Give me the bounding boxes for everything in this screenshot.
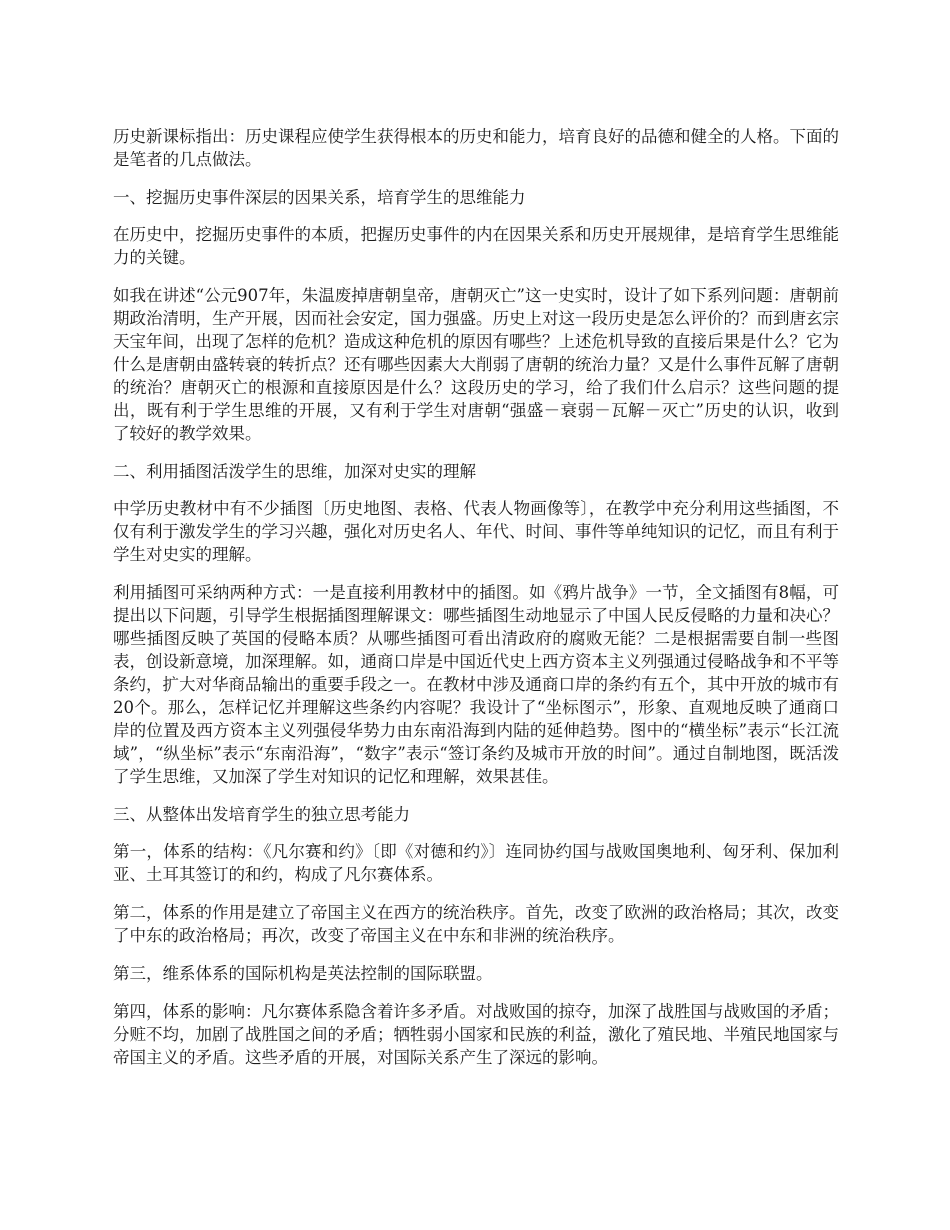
section-3-paragraph-2: 第二，体系的作用是建立了帝国主义在西方的统治秩序。首先，改变了欧洲的政治格局；其次，改变了中东的政治格局；再次，改变了帝国主义在中东和非洲的统治秩序。 <box>113 903 839 945</box>
section-2-paragraph-1: 中学历史教材中有不少插图〔历史地图、表格、代表人物画像等〕，在教学中充分利用这些插图，不仅有利于激发学生的学习兴趣，强化对历史名人、年代、时间、事件等单纯知识的记忆，而且有利于学生对史实的理解。 <box>113 499 839 564</box>
section-3-paragraph-1: 第一，体系的结构：《凡尔赛和约》〔即《对德和约》〕连同协约国与战败国奥地利、匈牙利、保加利亚、土耳其签订的和约，构成了凡尔赛体系。 <box>113 842 839 884</box>
section-heading-1: 一、挖掘历史事件深层的因果关系，培育学生的思维能力 <box>113 188 526 207</box>
document-body <box>113 125 839 1084</box>
section-1-paragraph-1: 在历史中，挖掘历史事件的本质，把握历史事件的内在因果关系和历史开展规律，是培育学生思维能力的关键。 <box>113 225 839 267</box>
section-heading-3: 三、从整体出发培育学生的独立思考能力 <box>113 805 410 824</box>
section-3-paragraph-4: 第四，体系的影响：凡尔赛体系隐含着许多矛盾。对战败国的掠夺，加深了战胜国与战败国的矛盾；分赃不均，加剧了战胜国之间的矛盾；牺牲弱小国家和民族的利益，激化了殖民地、半殖民地国家与帝国主义的矛盾。这些矛盾的开展，对国际关系产生了深远的影响。 <box>113 1002 839 1067</box>
section-3-paragraph-3: 第三，维系体系的国际机构是英法控制的国际联盟。 <box>113 964 493 983</box>
section-heading-2: 二、利用插图活泼学生的思维，加深对史实的理解 <box>113 462 476 481</box>
section-1-paragraph-2: 如我在讲述“公元907年，朱温废掉唐朝皇帝，唐朝灭亡”这一史实时，设计了如下系列问题：唐朝前期政治清明，生产开展，因而社会安定，国力强盛。历史上对这一段历史是怎么评价的？而到唐玄宗天宝年间，出现了怎样的危机？造成这种危机的原因有哪些？上述危机导致的直接后果是什么？它为什么是唐朝由盛转衰的转折点？还有哪些因素大大削弱了唐朝的统治力量？又是什么事件瓦解了唐朝的统治？唐朝灭亡的根源和直接原因是什么？这段历史的学习，给了我们什么启示？这些问题的提出，既有利于学生思维的开展，又有利于学生对唐朝“强盛－衰弱－瓦解－灭亡”历史的认识，收到了较好的教学效果。 <box>113 286 839 443</box>
section-2-paragraph-2: 利用插图可采纳两种方式：一是直接利用教材中的插图。如《鸦片战争》一节，全文插图有8幅，可提出以下问题，引导学生根据插图理解课文：哪些插图生动地显示了中国人民反侵略的力量和决心？哪些插图反映了英国的侵略本质？从哪些插图可看出清政府的腐败无能？二是根据需要自制一些图表，创设新意境，加深理解。如，通商口岸是中国近代史上西方资本主义列强通过侵略战争和不平等条约，扩大对华商品输出的重要手段之一。在教材中涉及通商口岸的条约有五个，其中开放的城市有20个。那么，怎样记忆并理解这些条约内容呢？我设计了“坐标图示”，形象、直观地反映了通商口岸的位置及西方资本主义列强侵华势力由东南沿海到内陆的延伸趋势。图中的“横坐标”表示“长江流域”，“纵坐标”表示“东南沿海”，“数字”表示“签订条约及城市开放的时间”。通过自制地图，既活泼了学生思维，又加深了学生对知识的记忆和理解，效果甚佳。 <box>113 583 839 786</box>
intro-paragraph: 历史新课标指出：历史课程应使学生获得根本的历史和能力，培育良好的品德和健全的人格。下面的是笔者的几点做法。 <box>113 127 839 169</box>
